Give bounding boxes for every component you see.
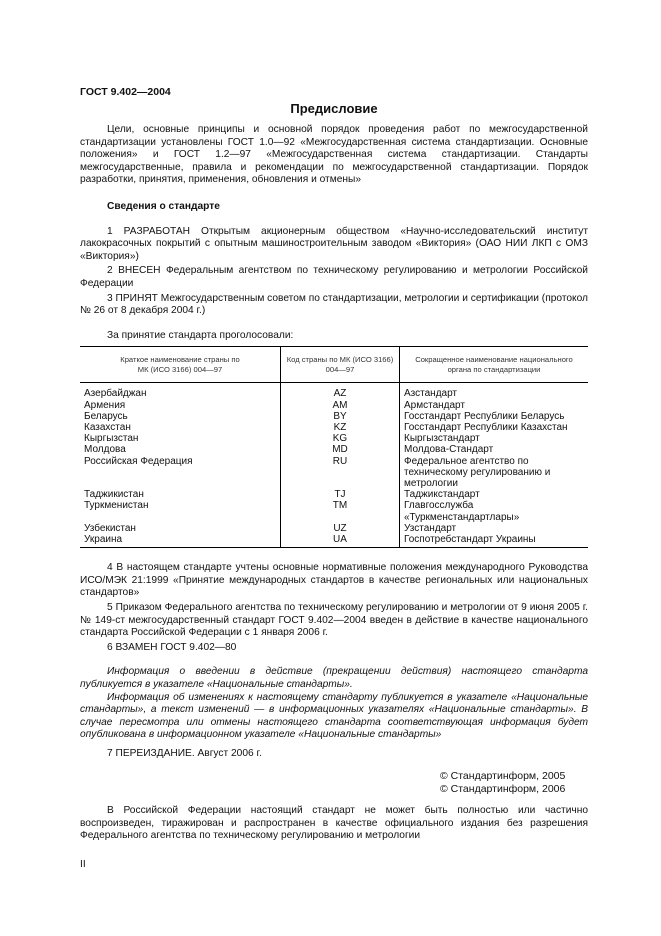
table-row (80, 444, 588, 455)
table-header-country: Краткое наименование страны по МК (ИСО 3166) 004—97 (80, 347, 281, 383)
cell-body: Госстандарт Республики Казахстан (400, 422, 589, 433)
cell-body: Госстандарт Республики Беларусь (400, 411, 589, 422)
cell-country: Армения (84, 399, 126, 411)
item-1: 1 РАЗРАБОТАН Открытым акционерным обществом «Научно-исследовательский институт лакокрасочных покрытий с опытным машиностроительным заводом «Виктория» (ОАО НИИ ЛКП с ОМЗ «Виктория») (80, 225, 588, 262)
table-row (80, 433, 588, 444)
cell-country: Молдова (84, 444, 126, 456)
copyright-line: © Стандартинформ, 2005 (440, 770, 566, 783)
table-row (80, 523, 588, 534)
item-3: 3 ПРИНЯТ Межгосударственным советом по стандартизации, метрологии и сертификации (протокол № 26 от 8 декабря 2004 г.) (80, 292, 588, 317)
cell-body: Федеральное агентство по техническому регулированию и метрологии (400, 456, 589, 490)
cell-code: KG (281, 433, 400, 444)
section-title: Сведения о стандарте (107, 200, 220, 212)
vote-caption: За принятие стандарта проголосовали: (107, 329, 294, 341)
copyright-block (440, 770, 588, 795)
cell-country: Беларусь (84, 410, 128, 422)
item-2: 2 ВНЕСЕН Федеральным агентством по техническому регулированию и метрологии Российской Федерации (80, 265, 588, 289)
cell-body: Кыргызстандарт (400, 433, 589, 444)
copyright-line: © Стандартинформ, 2006 (440, 782, 566, 795)
document-id: ГОСТ 9.402—2004 (80, 86, 171, 98)
cell-country: Туркменистан (84, 500, 149, 512)
cell-body: Таджикстандарт (400, 489, 589, 500)
table-row (80, 456, 588, 490)
cell-country: Российская Федерация (84, 455, 193, 467)
reproduction-notice: В Российской Федерации настоящий стандарт не может быть полностью или частично воспроизведен, тиражирован и распространен в качестве официального издания без разрешения Федерального агентства по техническому регулированию и метрологии (80, 805, 588, 842)
cell-code: KZ (281, 422, 400, 433)
table-row (80, 383, 588, 400)
cell-code: MD (281, 444, 400, 455)
table-row (80, 411, 588, 422)
table-row (80, 422, 588, 433)
cell-country: Украина (80, 534, 281, 548)
cell-body: Азстандарт (400, 383, 589, 400)
cell-code: UZ (281, 523, 400, 534)
cell-body: Главгосслужба «Туркменстандартлары» (400, 500, 589, 522)
info-paragraph-2: Информация об изменениях к настоящему стандарту публикуется в указателе «Национальные стандарты», а текст изменений — в информационных указателях «Национальные стандарты». В случае пересмотра или отмены настоящего стандарта соответствующая информация будет опубликована в информационном указателе «Национальные стандарты» (80, 691, 588, 741)
cell-code: RU (281, 456, 400, 490)
cell-code: AM (281, 400, 400, 411)
table-row (80, 489, 588, 500)
table-row (80, 500, 588, 522)
cell-code: UA (281, 534, 400, 548)
info-paragraph-1: Информация о введении в действие (прекращении действия) настоящего стандарта публикуется в указателе «Национальные стандарты». (80, 666, 588, 690)
item-5: 5 Приказом Федерального агентства по техническому регулированию и метрологии от 9 июня 2005 г. № 149-ст межгосударственный стандарт ГОСТ 9.402—2004 введен в действие в качестве национального стандарта Российской Федерации с 1 января 2006 г. (80, 601, 588, 639)
page-title: Предисловие (290, 101, 378, 116)
cell-body: Госпотребстандарт Украины (400, 534, 589, 548)
page-content (80, 101, 588, 872)
table-header-body: Сокращенное наименование национального органа по стандартизации (400, 347, 589, 383)
reissue-note: 7 ПЕРЕИЗДАНИЕ. Август 2006 г. (107, 747, 262, 759)
intro-paragraph: Цели, основные принципы и основной порядок проведения работ по межгосударственной стандартизации установлены ГОСТ 1.0—92 «Межгосударственная система стандартизации. Основные положения» и ГОСТ 1.2—97 «Межгосударственная система стандартизации. Стандарты межгосударственные, правила и рекомендации по межгосударственной стандартизации. Порядок разработки, принятия, применения, обновления и отмены» (80, 124, 588, 186)
cell-code: TJ (281, 489, 400, 500)
table-row (80, 534, 588, 548)
countries-table (80, 346, 588, 548)
item-6: 6 ВЗАМЕН ГОСТ 9.402—80 (107, 641, 237, 653)
cell-country: Узбекистан (84, 522, 136, 534)
cell-code: TM (281, 500, 400, 522)
cell-code: BY (281, 411, 400, 422)
cell-country: Таджикистан (84, 489, 144, 501)
cell-body: Молдова-Стандарт (400, 444, 589, 455)
table-row (80, 400, 588, 411)
page-number: II (80, 859, 86, 871)
cell-country: Казахстан (84, 421, 131, 433)
cell-body: Узстандарт (400, 523, 589, 534)
item-4: 4 В настоящем стандарте учтены основные нормативные положения международного Руководства ИСО/МЭК 21:1999 «Принятие международных стандартов в качестве региональных или национальных стандартов» (80, 562, 588, 599)
cell-country: Азербайджан (84, 388, 147, 400)
table-header-code: Код страны по МК (ИСО 3166) 004—97 (281, 347, 400, 383)
cell-body: Армстандарт (400, 400, 589, 411)
cell-code: AZ (281, 383, 400, 400)
cell-country: Кыргызстан (84, 433, 139, 445)
